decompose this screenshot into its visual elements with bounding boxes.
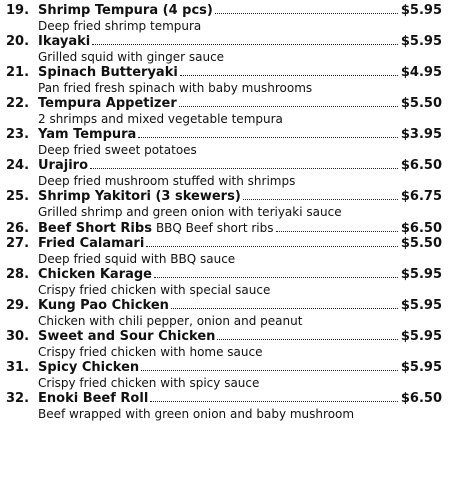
item-number: 23.: [6, 127, 30, 142]
item-description: Crispy fried chicken with spicy sauce: [38, 376, 260, 390]
item-price: $3.95: [400, 127, 442, 142]
item-number: 21.: [6, 65, 30, 80]
item-description: Beef wrapped with green onion and baby mushroom: [38, 407, 355, 421]
item-name: Tempura Appetizer: [38, 96, 177, 111]
menu-item: [6, 96, 442, 127]
item-inline-description: BBQ Beef short ribs: [155, 221, 274, 235]
menu-item: [6, 127, 442, 158]
menu-item-line: [6, 298, 442, 314]
dot-leader: [180, 74, 398, 76]
item-price: $5.50: [400, 96, 442, 111]
menu-item-line: [6, 96, 442, 112]
menu-item-line: [6, 158, 442, 174]
item-number: 31.: [6, 360, 30, 375]
menu-item-line: [6, 329, 442, 345]
item-name: Kung Pao Chicken: [38, 298, 169, 313]
item-name: Chicken Karage: [38, 267, 153, 282]
item-description: Crispy fried chicken with special sauce: [38, 283, 271, 297]
menu-item: [6, 329, 442, 360]
dot-leader: [217, 338, 397, 340]
dot-leader: [141, 369, 398, 371]
menu-item: [6, 65, 442, 96]
item-description: Crispy fried chicken with home sauce: [38, 345, 263, 359]
item-price: $6.50: [400, 158, 442, 173]
item-description: Pan fried fresh spinach with baby mushrooms: [38, 81, 313, 95]
menu-item-line: [6, 3, 442, 19]
dot-leader: [179, 105, 398, 107]
dot-leader: [90, 167, 398, 169]
menu-item: [6, 236, 442, 267]
dot-leader: [171, 307, 398, 309]
menu-item: [6, 3, 442, 34]
dot-leader: [92, 43, 398, 45]
menu-item: [6, 267, 442, 298]
item-number: 25.: [6, 189, 30, 204]
menu-item-line: [6, 220, 442, 236]
item-number: 27.: [6, 236, 30, 251]
item-name: Urajiro: [38, 158, 88, 173]
dot-leader: [150, 400, 398, 402]
item-description: Grilled shrimp and green onion with teriyaki sauce: [38, 205, 342, 219]
item-number: 19.: [6, 3, 30, 18]
item-price: $5.95: [400, 34, 442, 49]
menu-item-line: [6, 34, 442, 50]
menu-item: [6, 34, 442, 65]
item-name: Spicy Chicken: [38, 360, 140, 375]
item-number: 26.: [6, 221, 30, 236]
item-price: $5.95: [400, 3, 442, 18]
item-price: $6.50: [400, 221, 442, 236]
menu-item-line: [6, 360, 442, 376]
item-price: $6.75: [400, 189, 442, 204]
menu-item: [6, 360, 442, 391]
menu-item: [6, 220, 442, 236]
dot-leader: [146, 245, 398, 247]
item-description: Grilled squid with ginger sauce: [38, 50, 225, 64]
item-name: Yam Tempura: [38, 127, 137, 142]
menu-item-line: [6, 267, 442, 283]
item-name: Shrimp Yakitori (3 skewers): [38, 189, 241, 204]
item-price: $5.95: [400, 267, 442, 282]
item-number: 22.: [6, 96, 30, 111]
item-number: 30.: [6, 329, 30, 344]
menu-item-line: [6, 391, 442, 407]
item-description: Chicken with chili pepper, onion and peanut: [38, 314, 303, 328]
item-price: $5.95: [400, 329, 442, 344]
item-price: $6.50: [400, 391, 442, 406]
menu-item-line: [6, 236, 442, 252]
item-price: $5.50: [400, 236, 442, 251]
item-price: $5.95: [400, 360, 442, 375]
item-name: Shrimp Tempura (4 pcs): [38, 3, 213, 18]
menu-item-line: [6, 189, 442, 205]
item-description: Deep fried mushroom stuffed with shrimps: [38, 174, 296, 188]
item-name: Fried Calamari: [38, 236, 145, 251]
dot-leader: [215, 12, 398, 14]
item-number: 29.: [6, 298, 30, 313]
item-name: Sweet and Sour Chicken: [38, 329, 216, 344]
item-price: $5.95: [400, 298, 442, 313]
item-number: 20.: [6, 34, 30, 49]
menu-item: [6, 391, 442, 422]
item-number: 28.: [6, 267, 30, 282]
item-name: Ikayaki: [38, 34, 91, 49]
item-description: 2 shrimps and mixed vegetable tempura: [38, 112, 283, 126]
item-name: Beef Short Ribs: [38, 221, 152, 236]
menu-item: [6, 189, 442, 220]
dot-leader: [138, 136, 398, 138]
menu-item: [6, 298, 442, 329]
item-name: Spinach Butteryaki: [38, 65, 178, 80]
item-number: 32.: [6, 391, 30, 406]
menu-item-line: [6, 127, 442, 143]
menu-item: [6, 158, 442, 189]
item-description: Deep fried shrimp tempura: [38, 19, 202, 33]
dot-leader: [243, 198, 398, 200]
item-description: Deep fried squid with BBQ sauce: [38, 252, 236, 266]
item-number: 24.: [6, 158, 30, 173]
dot-leader: [154, 276, 398, 278]
item-name: Enoki Beef Roll: [38, 391, 149, 406]
menu-item-line: [6, 65, 442, 81]
item-price: $4.95: [400, 65, 442, 80]
item-description: Deep fried sweet potatoes: [38, 143, 197, 157]
dot-leader: [276, 230, 398, 232]
